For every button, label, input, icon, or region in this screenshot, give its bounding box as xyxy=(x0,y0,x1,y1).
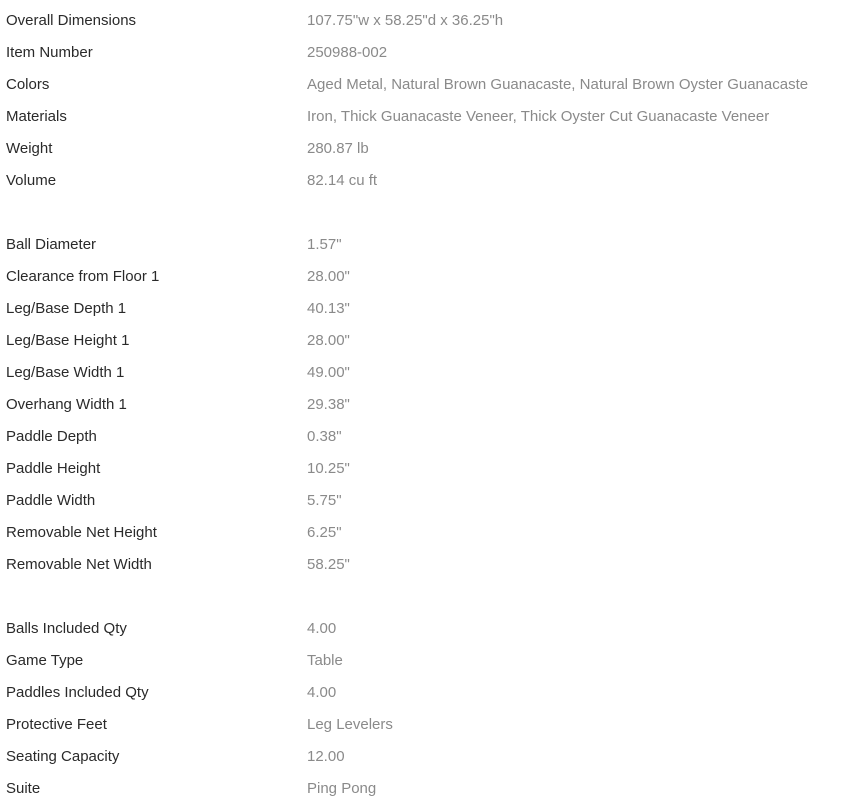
spec-row-paddle-height xyxy=(0,452,862,484)
spec-row-leg-base-height xyxy=(0,324,862,356)
spec-row-paddles-included-qty xyxy=(0,676,862,708)
spec-label: Paddle Width xyxy=(6,491,96,509)
spec-row-removable-net-width xyxy=(0,548,862,580)
spec-row-weight xyxy=(0,132,862,164)
spec-row-materials xyxy=(0,100,862,132)
spec-value: 0.38" xyxy=(307,427,342,445)
spec-value: 29.38" xyxy=(307,395,350,413)
spec-group-features xyxy=(0,612,862,804)
spec-row-balls-included-qty xyxy=(0,612,862,644)
spec-value: 28.00" xyxy=(307,267,350,285)
spec-value: Iron, Thick Guanacaste Veneer, Thick Oyster Cut Guanacaste Veneer xyxy=(307,107,770,125)
spec-label: Item Number xyxy=(6,43,93,61)
spec-value: 107.75"w x 58.25"d x 36.25"h xyxy=(307,11,504,29)
spec-value: Aged Metal, Natural Brown Guanacaste, Natural Brown Oyster Guanacaste xyxy=(307,75,809,93)
spec-label: Colors xyxy=(6,75,50,93)
spec-label: Removable Net Width xyxy=(6,555,152,573)
spec-row-overall-dimensions xyxy=(0,4,862,36)
spec-label: Seating Capacity xyxy=(6,747,120,765)
spec-row-protective-feet xyxy=(0,708,862,740)
spec-row-leg-base-depth xyxy=(0,292,862,324)
spec-label: Clearance from Floor 1 xyxy=(6,267,160,285)
spec-label: Balls Included Qty xyxy=(6,619,127,637)
spec-row-seating-capacity xyxy=(0,740,862,772)
spec-label: Removable Net Height xyxy=(6,523,157,541)
spec-row-suite xyxy=(0,772,862,804)
spec-value: 10.25" xyxy=(307,459,350,477)
spec-row-ball-diameter xyxy=(0,228,862,260)
spec-value: 6.25" xyxy=(307,523,342,541)
spec-value: 5.75" xyxy=(307,491,342,509)
spec-group-dimensions xyxy=(0,228,862,580)
spec-label: Paddles Included Qty xyxy=(6,683,149,701)
spec-row-leg-base-width xyxy=(0,356,862,388)
spec-row-overhang-width xyxy=(0,388,862,420)
spec-row-removable-net-height xyxy=(0,516,862,548)
spec-label: Overhang Width 1 xyxy=(6,395,127,413)
spec-value: Leg Levelers xyxy=(307,715,393,733)
spec-row-colors xyxy=(0,68,862,100)
spec-value: 82.14 cu ft xyxy=(307,171,378,189)
spec-label: Paddle Height xyxy=(6,459,101,477)
spec-row-game-type xyxy=(0,644,862,676)
spec-label: Volume xyxy=(6,171,57,189)
spec-label: Protective Feet xyxy=(6,715,107,733)
spec-value: Table xyxy=(307,651,343,669)
spec-row-paddle-depth xyxy=(0,420,862,452)
spec-value: 250988-002 xyxy=(307,43,388,61)
spec-label: Materials xyxy=(6,107,67,125)
spec-value: 4.00 xyxy=(307,619,337,637)
spec-value: 58.25" xyxy=(307,555,350,573)
spec-value: Ping Pong xyxy=(307,779,377,797)
spec-row-item-number xyxy=(0,36,862,68)
spec-label: Leg/Base Width 1 xyxy=(6,363,125,381)
spec-label: Suite xyxy=(6,779,41,797)
spec-label: Leg/Base Height 1 xyxy=(6,331,130,349)
spec-value: 280.87 lb xyxy=(307,139,369,157)
spec-value: 40.13" xyxy=(307,299,350,317)
spec-value: 28.00" xyxy=(307,331,350,349)
spec-row-volume xyxy=(0,164,862,196)
spec-label: Game Type xyxy=(6,651,84,669)
spec-label: Paddle Depth xyxy=(6,427,97,445)
spec-label: Leg/Base Depth 1 xyxy=(6,299,127,317)
spec-row-paddle-width xyxy=(0,484,862,516)
spec-row-clearance-from-floor xyxy=(0,260,862,292)
spec-value: 12.00 xyxy=(307,747,345,765)
spec-value: 4.00 xyxy=(307,683,337,701)
spec-label: Ball Diameter xyxy=(6,235,97,253)
spec-label: Overall Dimensions xyxy=(6,11,137,29)
spec-group-overview xyxy=(0,4,862,196)
spec-label: Weight xyxy=(6,139,53,157)
spec-value: 49.00" xyxy=(307,363,350,381)
spec-value: 1.57" xyxy=(307,235,342,253)
